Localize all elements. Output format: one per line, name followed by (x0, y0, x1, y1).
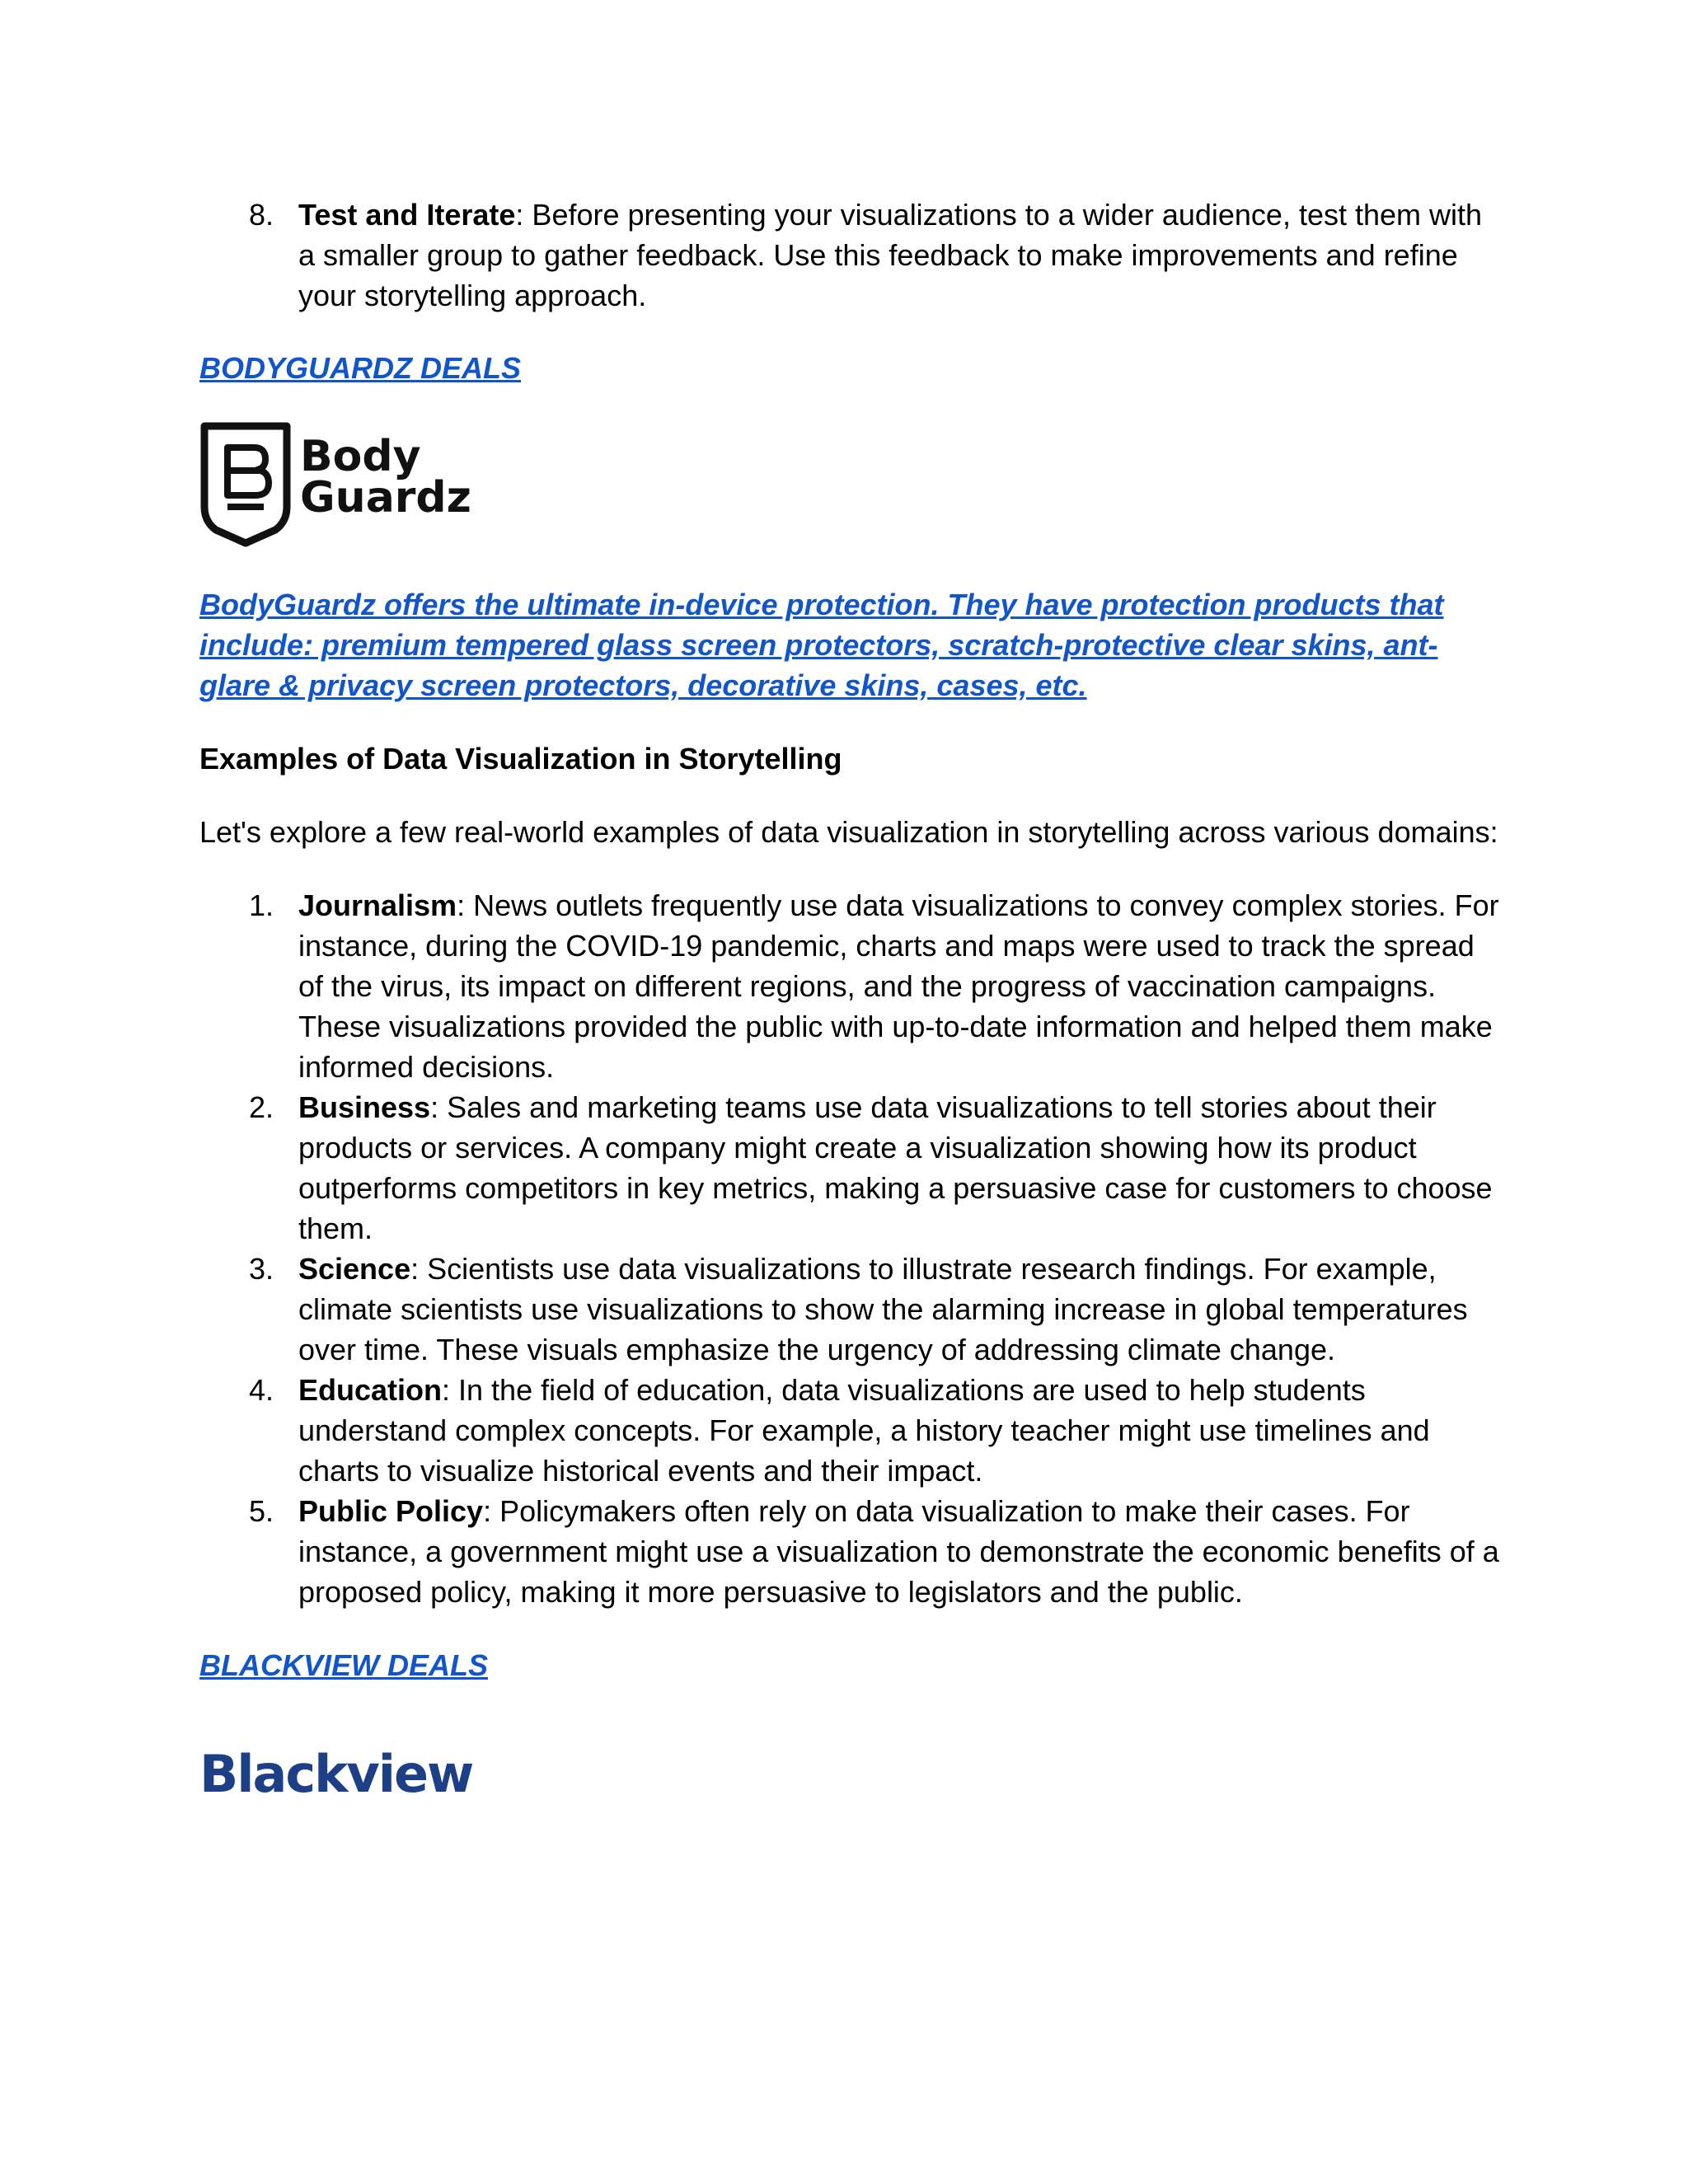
list-term: Test and Iterate (298, 198, 516, 232)
list-text: : Policymakers often rely on data visualization to make their cases. For instance, a government might use a visualization to demonstrate the economic benefits of a proposed policy, making it more persuasive to legislators and the public. (298, 1494, 1499, 1609)
list-number: 3. (249, 1252, 274, 1286)
list-term: Science (298, 1252, 411, 1286)
examples-list (199, 885, 1502, 1612)
list-text: : In the field of education, data visualizations are used to help students understand complex concepts. For example, a history teacher might use timelines and charts to visualize historical events and their impact. (298, 1373, 1430, 1488)
list-text: : News outlets frequently use data visualizations to convey complex stories. For instance, during the COVID-19 pandemic, charts and maps were used to track the spread of the virus, its impact on different regions, and the progress of vaccination campaigns. These visualizations provided the public with up-to-date information and helped them make informed decisions. (298, 888, 1499, 1084)
steps-list (199, 194, 1502, 316)
list-text: : Sales and marketing teams use data visualizations to tell stories about their products or services. A company might create a visualization showing how its product outperforms competitors in key metrics, making a persuasive case for customers to choose them. (298, 1090, 1493, 1245)
list-item (199, 1491, 1502, 1612)
list-number: 2. (249, 1090, 274, 1124)
blackview-logo (199, 1741, 1502, 1807)
list-number: 4. (249, 1373, 274, 1407)
list-term: Journalism (298, 888, 457, 922)
list-item (199, 194, 1502, 316)
list-number: 1. (249, 888, 274, 922)
bodyguardz-description-paragraph (199, 584, 1502, 705)
bodyguardz-logo-word-2: Guardz (300, 473, 471, 523)
bodyguardz-deals-paragraph (199, 348, 1502, 388)
list-term: Education (298, 1373, 443, 1407)
bodyguardz-logo (199, 421, 471, 545)
blackview-deals-link[interactable]: BLACKVIEW DEALS (199, 1648, 488, 1682)
list-text: : Before presenting your visualizations to a wider audience, test them with a smaller group to gather feedback. Use this feedback to make improvements and refine your storytelling approach. (298, 198, 1483, 312)
bodyguardz-logo-icon (199, 421, 471, 545)
list-item (199, 1249, 1502, 1370)
list-item (199, 1370, 1502, 1491)
section-intro: Let's explore a few real-world examples of data visualization in storytelling across various domains: (199, 815, 1498, 849)
bodyguardz-description-link[interactable]: BodyGuardz offers the ultimate in-device protection. They have protection products that include: premium tempered glass screen protectors, scratch-protective clear skins, ant-glare & privacy screen protectors, decorative skins, cases, etc. (199, 588, 1444, 702)
list-item (199, 885, 1502, 1087)
blackview-deals-paragraph (199, 1645, 1502, 1685)
list-item (199, 1087, 1502, 1249)
list-term: Business (298, 1090, 431, 1124)
bodyguardz-deals-link[interactable]: BODYGUARDZ DEALS (199, 351, 522, 385)
bodyguardz-logo-word-1: Body (300, 432, 421, 481)
list-number: 8. (249, 198, 274, 232)
document-content (199, 194, 1502, 1807)
section-heading: Examples of Data Visualization in Storytelling (199, 742, 842, 776)
blackview-logo-text: Blackview (199, 1744, 473, 1804)
list-term: Public Policy (298, 1494, 484, 1528)
list-number: 5. (249, 1494, 274, 1528)
list-text: : Scientists use data visualizations to illustrate research findings. For example, climate scientists use visualizations to show the alarming increase in global temperatures over time. These visuals emphasize the urgency of addressing climate change. (298, 1252, 1468, 1366)
